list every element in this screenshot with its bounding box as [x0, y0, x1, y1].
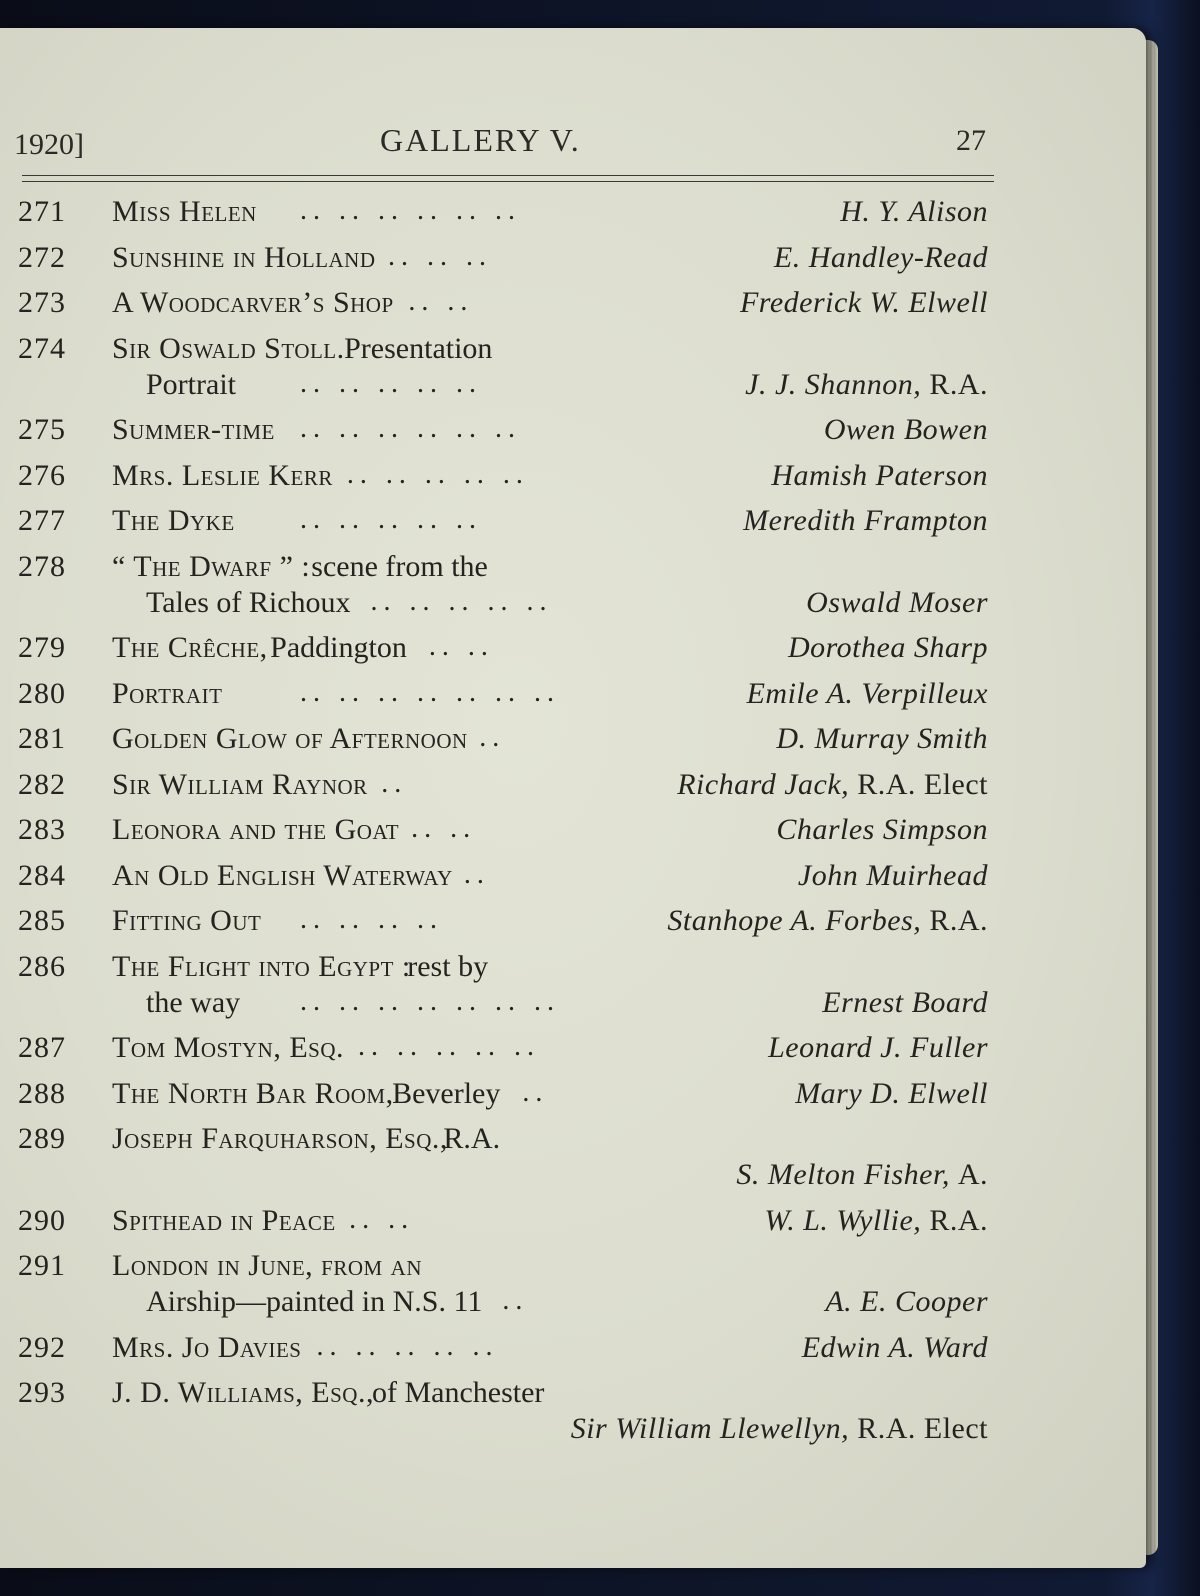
entry-title-detail: rest by: [407, 949, 489, 983]
entry-artist: [840, 195, 988, 229]
entry-artist: [774, 241, 988, 275]
entry-line: [0, 631, 1146, 667]
entry-line: [0, 677, 1146, 713]
entry-line: [0, 1249, 1146, 1285]
entry-number: 284: [18, 858, 66, 892]
entry-artist: [798, 859, 988, 893]
leader-dots: .. .. .. .. ..: [346, 458, 529, 490]
artist-name: John Muirhead: [797, 858, 988, 892]
artist-name: Richard Jack,: [677, 767, 850, 801]
entry-line: [0, 1031, 1146, 1067]
entry-number: 287: [18, 1031, 66, 1064]
entry-number: 281: [18, 722, 66, 755]
entry-line: [0, 1158, 1146, 1194]
entry-title: The Dyke: [112, 504, 235, 537]
entry-number: 285: [18, 904, 66, 937]
artist-honours: R.A.: [929, 904, 988, 937]
leader-dots: .. .. .. .. .. ..: [300, 413, 521, 444]
entry-number: 289: [18, 1122, 66, 1155]
entry-title: Sunshine in Holland: [112, 240, 376, 274]
entry-number: 278: [18, 549, 66, 583]
leader-dots: ..: [502, 1285, 529, 1316]
entry-artist: [824, 413, 988, 447]
artist-name: Mary D. Elwell: [795, 1076, 988, 1110]
entry-artist: [825, 1285, 988, 1319]
entry-line: [0, 1331, 1146, 1367]
leader-dots: .. .. .. .. ..: [370, 585, 553, 617]
artist-name: D. Murray Smith: [776, 722, 988, 755]
entry-line: [0, 241, 1146, 277]
entry-artist: [788, 631, 988, 665]
artist-name: J. J. Shannon,: [745, 367, 922, 401]
entry-artist: [765, 1204, 988, 1238]
leader-dots: .. .. .. .. ..: [300, 504, 482, 535]
entry-title: Golden Glow of Afternoon: [112, 722, 468, 755]
artist-honours: A.: [957, 1158, 988, 1191]
entry-artist: [776, 722, 988, 756]
leader-dots: .. ..: [349, 1203, 415, 1235]
artist-name: Emile A. Verpilleux: [746, 676, 988, 710]
leader-dots: ..: [522, 1076, 549, 1108]
artist-name: Leonard J. Fuller: [768, 1031, 988, 1064]
artist-name: Hamish Paterson: [771, 458, 988, 492]
leader-dots: .. .. ..: [387, 240, 492, 272]
entry-number: 293: [18, 1376, 66, 1409]
entry-line: [0, 459, 1146, 495]
artist-name: Meredith Frampton: [743, 504, 988, 537]
entry-title: The Flight into Egypt :: [112, 949, 411, 983]
entry-title: Tom Mostyn, Esq.: [112, 1031, 345, 1064]
artist-name: S. Melton Fisher,: [736, 1158, 950, 1191]
entry-title: Sir Oswald Stoll.: [112, 331, 345, 365]
entry-number: 290: [18, 1203, 66, 1237]
entry-line: [0, 332, 1146, 368]
leader-dots: .. ..: [428, 631, 494, 662]
header-rule-thin: [22, 181, 994, 182]
entry-title: “ The Dwarf ” :: [112, 549, 311, 583]
entry-title: The North Bar Room,: [112, 1076, 394, 1110]
entry-number: 282: [18, 767, 66, 801]
entry-title-detail: scene from the: [311, 549, 488, 583]
artist-honours: R.A. Elect: [857, 1412, 988, 1445]
entry-line: [0, 504, 1146, 540]
entry-title-continued: Tales of Richoux: [146, 585, 351, 619]
entry-title-continued: Airship—painted in N.S. 11: [146, 1285, 483, 1318]
header-rule: [22, 175, 994, 176]
artist-name: Oswald Moser: [806, 585, 988, 619]
entry-title: Fitting Out: [112, 904, 262, 937]
leader-dots: .. .. .. .. ..: [358, 1031, 540, 1062]
entry-line: [0, 550, 1146, 586]
entry-line: [0, 1077, 1146, 1113]
artist-name: W. L. Wyllie,: [764, 1203, 922, 1237]
entry-line: [0, 768, 1146, 804]
artist-name: Ernest Board: [822, 985, 988, 1019]
header-title: GALLERY V.: [380, 122, 581, 158]
entry-artist: [571, 1412, 988, 1446]
entry-title: London in June, from an: [112, 1249, 422, 1282]
entry-title-continued: Portrait: [146, 367, 236, 401]
entry-artist: [743, 504, 988, 538]
entry-line: [0, 1376, 1146, 1412]
leader-dots: ..: [463, 858, 490, 890]
entry-title: Spithead in Peace: [112, 1203, 336, 1237]
entry-artist: [736, 1158, 988, 1192]
entry-number: 291: [18, 1249, 66, 1282]
entry-title-detail: Presentation: [344, 331, 493, 365]
entry-artist: [776, 813, 988, 847]
entry-line: [0, 1285, 1146, 1321]
entry-line: [0, 813, 1146, 849]
artist-name: Stanhope A. Forbes,: [667, 904, 922, 937]
leader-dots: .. .. .. .. .. .. ..: [300, 676, 560, 708]
entry-number: 277: [18, 504, 66, 537]
entry-title: An Old English Waterway: [112, 858, 453, 892]
entry-number: 292: [18, 1330, 66, 1364]
artist-name: Owen Bowen: [823, 413, 988, 446]
entry-artist: [677, 768, 988, 802]
artist-honours: R.A.: [929, 1203, 988, 1237]
artist-name: H. Y. Alison: [840, 195, 988, 228]
entry-line: [0, 195, 1146, 231]
artist-honours: R.A.: [929, 367, 988, 401]
page-header: [0, 118, 1146, 168]
entry-title: A Woodcarver’s Shop: [112, 286, 394, 319]
entry-artist: [802, 1331, 988, 1365]
entry-title: Summer-time: [112, 413, 275, 446]
entry-line: [0, 1204, 1146, 1240]
leader-dots: .. .. .. .. .. .. ..: [300, 985, 560, 1017]
leader-dots: .. .. .. .. ..: [316, 1330, 499, 1362]
entry-title: Mrs. Leslie Kerr: [112, 458, 333, 492]
entry-number: 273: [18, 286, 66, 319]
entry-title-detail: R.A.: [443, 1122, 501, 1155]
entry-line: [0, 586, 1146, 622]
entry-line: [0, 1412, 1146, 1448]
entry-artist: [822, 986, 988, 1020]
entry-line: [0, 413, 1146, 449]
entry-artist: [747, 677, 988, 711]
entry-title: Portrait: [112, 676, 223, 710]
entry-number: 275: [18, 413, 66, 446]
entry-number: 272: [18, 240, 66, 274]
leader-dots: .. .. .. .. ..: [300, 367, 482, 399]
artist-name: Edwin A. Ward: [801, 1330, 988, 1364]
entry-artist: [768, 1031, 988, 1065]
entry-artist: [745, 368, 988, 402]
entry-title-continued: the way: [146, 985, 241, 1019]
artist-name: E. Handley-Read: [773, 240, 988, 274]
entry-title: Mrs. Jo Davies: [112, 1330, 302, 1364]
entry-title: The Crêche,: [112, 631, 268, 664]
artist-name: Charles Simpson: [776, 813, 988, 846]
entry-number: 274: [18, 331, 66, 365]
entry-line: [0, 722, 1146, 758]
entry-number: 271: [18, 195, 66, 228]
header-year: 1920]: [14, 128, 84, 161]
artist-name: A. E. Cooper: [825, 1285, 988, 1318]
leader-dots: .. .. .. .. .. ..: [300, 195, 521, 226]
entry-title: Sir William Raynor: [112, 767, 368, 801]
entry-artist: [806, 586, 988, 620]
entry-title-detail: of Manchester: [371, 1376, 545, 1409]
leader-dots: .. ..: [411, 813, 477, 844]
entry-number: 286: [18, 949, 66, 983]
entry-line: [0, 368, 1146, 404]
entry-title: J. D. Williams, Esq.,: [112, 1376, 374, 1409]
leader-dots: .. ..: [408, 286, 474, 317]
entry-line: [0, 950, 1146, 986]
entry-title: Leonora and the Goat: [112, 813, 400, 846]
entry-line: [0, 904, 1146, 940]
artist-honours: R.A. Elect: [857, 767, 988, 801]
entry-artist: [771, 459, 988, 493]
leader-dots: ..: [381, 767, 408, 799]
entry-line: [0, 859, 1146, 895]
header-page-number: 27: [956, 124, 986, 157]
artist-name: Dorothea Sharp: [787, 631, 988, 664]
entry-number: 280: [18, 676, 66, 710]
entry-line: [0, 1122, 1146, 1158]
entry-number: 283: [18, 813, 66, 846]
artist-name: Frederick W. Elwell: [739, 286, 988, 319]
entry-artist: [667, 904, 988, 938]
entry-number: 276: [18, 458, 66, 492]
entry-artist: [740, 286, 988, 320]
entry-title: Miss Helen: [112, 195, 257, 228]
leader-dots: .. .. .. ..: [300, 904, 443, 935]
leader-dots: ..: [479, 722, 506, 753]
entry-line: [0, 986, 1146, 1022]
entry-artist: [795, 1077, 988, 1111]
entry-line: [0, 286, 1146, 322]
entry-number: 279: [18, 631, 66, 664]
entry-title-detail: Paddington: [270, 631, 407, 664]
artist-name: Sir William Llewellyn,: [570, 1412, 850, 1445]
entry-title-detail: Beverley: [392, 1076, 501, 1110]
entry-number: 288: [18, 1076, 66, 1110]
entry-title: Joseph Farquharson, Esq.,: [112, 1122, 448, 1155]
